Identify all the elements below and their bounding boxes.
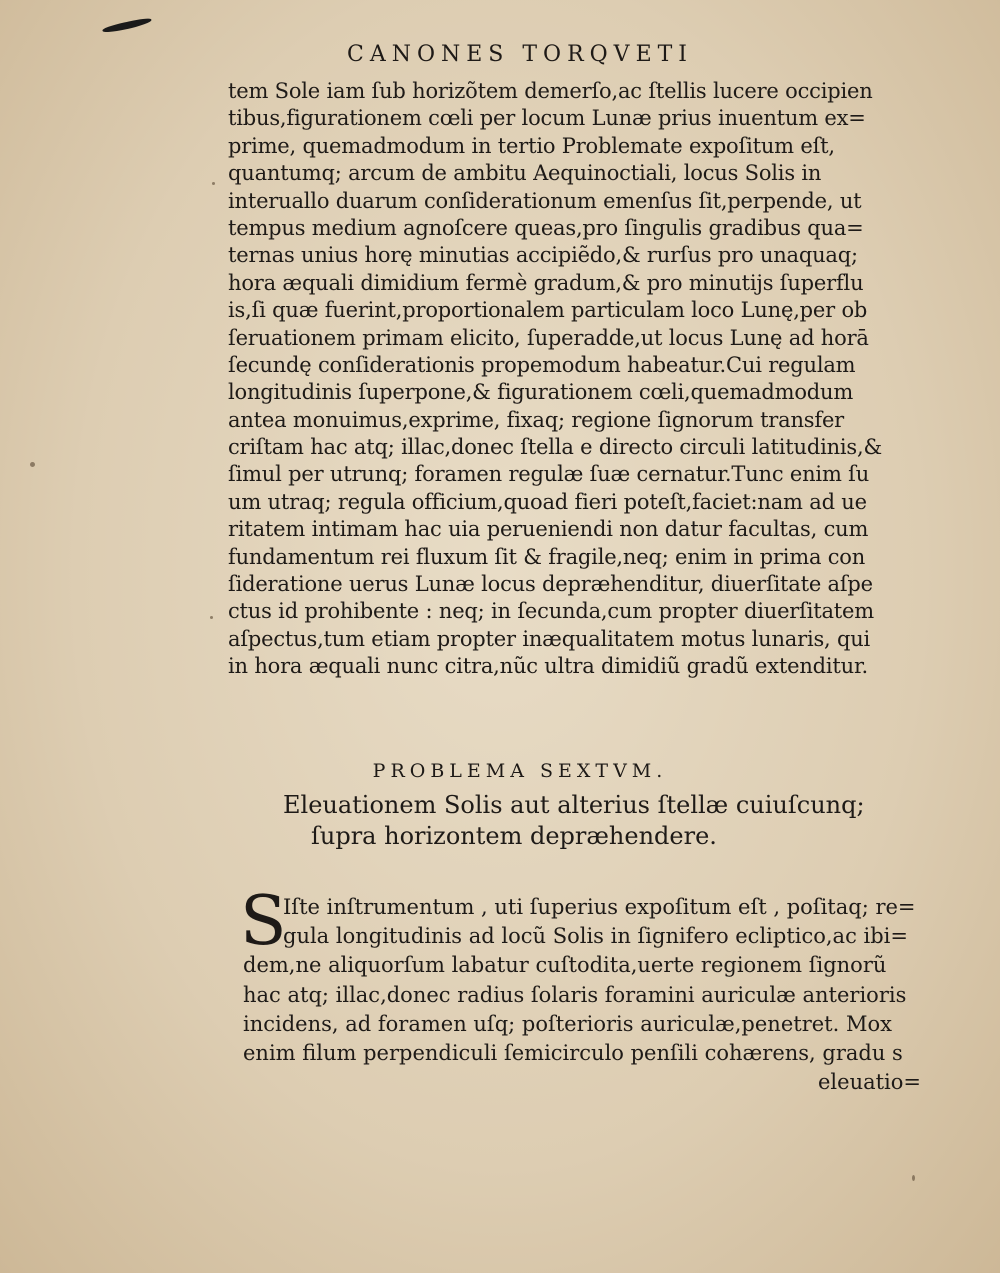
text-line: in hora æquali nunc citra,nũc ultra dimidiũ gradũ extenditur. [228, 654, 868, 679]
text-line: um utraq; regula officium,quoad fieri poteſt,faciet:nam ad ue [228, 489, 867, 514]
paper-speck [210, 616, 213, 619]
text-line: ctus id prohibente : neq; in ſecunda,cum propter diuerſitatem [228, 599, 874, 624]
text-line: prime, quemadmodum in tertio Problemate expoſitum eſt, [228, 133, 835, 158]
text-line: ſideratione uerus Lunæ locus depræhenditur, diuerſitate aſpe [228, 572, 873, 597]
text-line: gula longitudinis ad locũ Solis in ſignifero ecliptico,ac ibi= [283, 924, 908, 949]
text-line: criſtam hac atq; illac,donec ſtella e directo circuli latitudinis,& [228, 435, 882, 460]
text-line: fundamentum rei fluxum ſit & fragile,neq; enim in prima con [228, 544, 866, 569]
text-line: ſeruationem primam elicito, ſuperadde,ut locus Lunę ad horā [228, 325, 869, 350]
text-line: hac atq; illac,donec radius ſolaris foramini auriculæ anterioris [243, 982, 907, 1007]
text-line: is,ſi quæ fuerint,proportionalem particulam loco Lunę,per ob [228, 298, 868, 323]
paper-speck [912, 1175, 915, 1181]
catchword: eleuatio= [818, 1070, 922, 1094]
text-line: incidens, ad foramen uſq; poſterioris auriculæ,penetret. Mox [243, 1011, 892, 1036]
text-line: dem,ne aliquorſum labatur cuſtodita,uerte regionem ſignorũ [243, 953, 887, 978]
text-line: ritatem intimam hac uia perueniendi non datur facultas, cum [228, 517, 869, 542]
text-line: ſimul per utrunq; foramen regulæ ſuæ cernatur.Tunc enim ſu [228, 462, 870, 487]
problem-title: PROBLEMA SEXTVM. [372, 760, 668, 782]
text-line: tibus,figurationem cœli per locum Lunæ prius inuentum ex= [228, 106, 866, 131]
running-head: CANONES TORQVETI [346, 42, 693, 67]
text-line: enim filum perpendiculi ſemicirculo penſili cohærens, gradu s [243, 1040, 903, 1065]
text-line: ternas unius horę minutias accipiẽdo,& rurſus pro unaquaq; [228, 243, 858, 268]
text-line: longitudinis ſuperpone,& figurationem cœli,quemadmodum [228, 380, 854, 405]
second-paragraph [243, 893, 933, 1068]
text-line: tem Sole iam ſub horizõtem demerſo,ac ſtellis lucere occipien [228, 79, 873, 103]
main-paragraph [228, 78, 928, 681]
problem-heading-line: ſupra horizontem depræhendere. [311, 822, 717, 850]
text-line: tempus medium agnoſcere queas,pro ſingulis gradibus qua= [228, 215, 864, 240]
drop-cap: S [240, 882, 287, 961]
problem-heading-line: Eleuationem Solis aut alterius ſtellæ cuiuſcunq; [283, 791, 865, 819]
text-line: antea monuimus,exprime, fixaq; regione ſignorum transfer [228, 407, 845, 432]
text-line: hora æquali dimidium fermè gradum,& pro minutijs ſuperflu [228, 270, 864, 295]
problem-heading [283, 790, 923, 852]
text-line: Iſte inſtrumentum , uti ſuperius expoſitum eſt , poſitaq; re= [283, 895, 916, 919]
text-line: interuallo duarum conſiderationum emenſus ſit,perpende, ut [228, 188, 862, 213]
ink-mark [102, 17, 152, 34]
paper-speck [30, 462, 35, 467]
text-line: aſpectus,tum etiam propter inæqualitatem motus lunaris, qui [228, 626, 871, 651]
text-line: ſecundę conſiderationis propemodum habeatur.Cui regulam [228, 352, 856, 377]
text-line: quantumq; arcum de ambitu Aequinoctiali, locus Solis in [228, 161, 822, 186]
paper-speck [212, 182, 215, 185]
